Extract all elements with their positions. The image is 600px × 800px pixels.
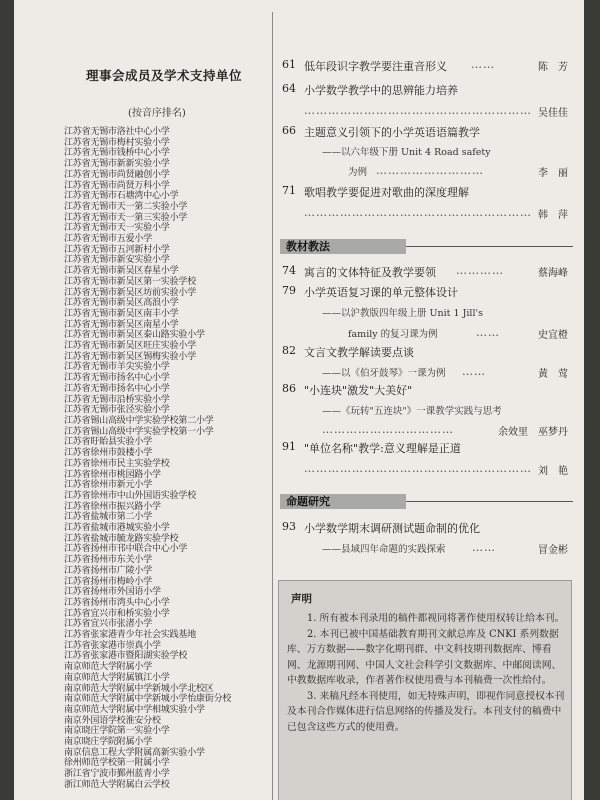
toc-title: "小连块"激发"大美好" xyxy=(304,384,413,397)
toc-page-number: 71 xyxy=(282,184,296,197)
section-rule xyxy=(406,246,573,247)
toc-author: 陈 芳 xyxy=(538,62,568,73)
council-unit-item: 江苏省无锡市新吴区旺庄实验小学 xyxy=(64,341,197,352)
council-unit-item: 浙江省宁波市鄞州蓝青小学 xyxy=(64,769,170,780)
toc-subtitle-cont: family 的复习课为例 xyxy=(348,329,438,340)
council-unit-item: 江苏省张家港青少年社会实践基地 xyxy=(64,630,197,641)
toc-subtitle: ——《玩转"五连块"》一课教学实践与思考 xyxy=(322,406,502,417)
toc-leader-dots: …… xyxy=(471,58,495,71)
toc-page-number: 74 xyxy=(282,264,296,277)
council-unit-item: 江苏省无锡市洛社中心小学 xyxy=(64,127,170,137)
notice-paragraph: 1. 所有被本刊录用的稿件都视同将著作使用权转让给本刊。 xyxy=(307,613,565,624)
section-rule xyxy=(406,501,573,502)
council-unit-item: 江苏省徐州市鼓楼小学 xyxy=(64,448,153,459)
right-column xyxy=(276,0,581,800)
council-unit-item: 江苏省无锡市新吴区南丰小学 xyxy=(64,308,179,319)
council-unit-item: 江苏省无锡市张泾实验小学 xyxy=(64,405,170,416)
toc-page-number: 66 xyxy=(282,124,296,137)
council-unit-item: 江苏省无锡市天一第二实验小学 xyxy=(64,201,188,212)
council-unit-item: 南京晓庄学院第一实验小学 xyxy=(64,726,170,737)
toc-page-number: 93 xyxy=(282,520,296,533)
toc-page-number: 91 xyxy=(282,440,296,453)
toc-page-number: 79 xyxy=(282,284,296,297)
council-unit-item: 江苏省无锡市新吴区春星小学 xyxy=(64,266,179,277)
toc-leader-dots: ………… xyxy=(456,264,504,277)
council-unit-item: 南京师范大学附属中学相城实验小学 xyxy=(64,704,205,715)
toc-title: 小学数学教学中的思辨能力培养 xyxy=(304,84,458,97)
council-unit-item: 江苏省无锡市沿桥实验小学 xyxy=(64,394,170,405)
toc-author: 史宜橙 xyxy=(538,330,568,341)
council-unit-item: 南京晓庄学院附属小学 xyxy=(64,737,153,748)
council-unit-item: 江苏省徐州市新元小学 xyxy=(64,480,153,491)
council-unit-item: 江苏省扬州市梅岭小学 xyxy=(64,576,153,587)
toc-title: 小学英语复习课的单元整体设计 xyxy=(304,286,458,299)
council-unit-item: 江苏省无锡市新吴区高浪小学 xyxy=(64,298,179,309)
toc-author: 蔡海峰 xyxy=(538,268,568,279)
council-unit-item: 江苏省无锡市天一实验小学 xyxy=(64,223,170,234)
council-unit-item: 南京信息工程大学附属高新实验小学 xyxy=(64,747,205,758)
toc-subtitle-cont: 为例 xyxy=(348,167,368,178)
toc-author: 刘 艳 xyxy=(538,466,568,477)
council-unit-item: 江苏省无锡市羊尖实验小学 xyxy=(64,362,170,373)
toc-author: 韩 萍 xyxy=(538,210,568,221)
council-unit-item: 江苏省无锡市尚贤融创小学 xyxy=(64,169,170,180)
toc-leader-dots: ………………………………………………… xyxy=(304,104,532,117)
council-unit-item: 江苏省无锡市新吴区第一实验学校 xyxy=(64,276,197,287)
toc-title: 主题意义引领下的小学英语语篇教学 xyxy=(304,126,480,139)
council-title: 理事会成员及学术支持单位 xyxy=(86,68,243,83)
section-heading: 教材教法 xyxy=(280,239,406,254)
column-divider xyxy=(272,12,273,800)
council-unit-item: 江苏省无锡市扬名中心小学 xyxy=(64,373,170,384)
council-unit-item: 江苏省无锡市新吴区泰山路实验小学 xyxy=(64,330,205,341)
toc-title: 低年段识字教学要注重音形义 xyxy=(304,60,447,73)
council-unit-item: 徐州师范学校第一附属小学 xyxy=(64,758,170,769)
notice-title: 声明 xyxy=(291,593,312,605)
council-unit-item: 江苏省无锡市梅村实验小学 xyxy=(64,137,170,148)
toc-author: 余效里 巫梦丹 xyxy=(498,427,568,438)
council-unit-item: 江苏省无锡市五爱小学 xyxy=(64,234,153,245)
council-unit-item: 江苏省无锡市新吴区坊前实验小学 xyxy=(64,287,197,298)
toc-title: 文言文教学解读要点谈 xyxy=(304,346,414,359)
toc-page-number: 64 xyxy=(282,82,296,95)
council-unit-item: 江苏省无锡市石塘湾中心小学 xyxy=(64,191,179,202)
notice-paragraph: 2. 本刊已被中国基础教育期刊文献总库及 CNKI 系列数据库、万方数据——数字化期刊群、中文科技期刊数据库、博看网、龙源期刊网、中国人文社会科学引文数据库、中邮阅读网、中教数据库收录，作者著作权使用费与本刊稿费一次性给付。 xyxy=(287,628,562,686)
notice-paragraph: 3. 来稿凡经本刊使用，如无特殊声明，即视作同意授权本刊及本刊合作媒体进行信息网络的传播及发行。本刊支付的稿费中已包含这些方式的使用费。 xyxy=(287,690,565,733)
council-unit-item: 江苏省徐州市中山外国语实验学校 xyxy=(64,490,197,501)
council-unit-item: 江苏省盱眙县实验小学 xyxy=(64,437,153,448)
council-unit-item: 南京师范大学附属小学 xyxy=(64,662,153,673)
toc-leader-dots: …… xyxy=(462,365,486,378)
toc-author: 李 丽 xyxy=(538,168,568,179)
toc-leader-dots: ………………………………………………… xyxy=(304,206,532,219)
toc-leader-dots: ………………………………………………… xyxy=(304,462,532,475)
council-unit-item: 江苏省徐州市桃园路小学 xyxy=(64,469,161,480)
council-unit-item: 南京外国语学校淮安分校 xyxy=(64,715,161,726)
council-unit-item: 江苏省无锡市新新实验小学 xyxy=(64,159,170,170)
toc-subtitle: ——县域四年命题的实践探索 xyxy=(322,544,446,555)
council-unit-item: 江苏省无锡市新吴区南星小学 xyxy=(64,319,179,330)
council-unit-item: 江苏省张家港市崇真小学 xyxy=(64,640,161,651)
council-unit-item: 江苏省盐城市港城实验小学 xyxy=(64,523,170,534)
council-unit-item: 江苏省徐州市民主实验学校 xyxy=(64,458,170,469)
council-unit-item: 浙江师范大学附属白云学校 xyxy=(64,779,170,790)
council-unit-item: 江苏省盐城市第二小学 xyxy=(64,512,153,523)
council-unit-list xyxy=(64,127,269,791)
council-unit-item: 江苏省宜兴市张渚小学 xyxy=(64,619,153,630)
toc-subtitle: ——以六年级下册 Unit 4 Road safety xyxy=(322,147,491,158)
council-subtitle: (按音序排名) xyxy=(128,108,186,119)
toc-page-number: 86 xyxy=(282,382,296,395)
toc-author: 冒金彬 xyxy=(538,545,568,556)
toc-author: 吴佳佳 xyxy=(538,108,568,119)
council-unit-item: 江苏省张家港市暨阳湖实验学校 xyxy=(64,651,188,662)
council-unit-item: 江苏省宜兴市和桥实验小学 xyxy=(64,608,170,619)
council-unit-item: 江苏省无锡市扬名中心小学 xyxy=(64,383,170,394)
notice-box xyxy=(278,580,572,800)
toc-leader-dots: …………………………… xyxy=(322,423,454,436)
toc-leader-dots: ……………………… xyxy=(376,164,484,177)
council-unit-item: 江苏省无锡市钱桥中心小学 xyxy=(64,148,170,159)
toc-leader-dots: …… xyxy=(476,326,500,339)
council-unit-item: 江苏省锡山高级中学实验学校第一小学 xyxy=(64,426,214,437)
council-unit-item: 南京师范大学附属镇江小学 xyxy=(64,672,170,683)
council-unit-item: 南京师范大学附属中学新城小学北校区 xyxy=(64,683,214,694)
council-unit-item: 江苏省徐州市振兴路小学 xyxy=(64,501,161,512)
council-unit-item: 江苏省无锡市新安实验小学 xyxy=(64,255,170,266)
toc-title: 歌唱教学要促进对歌曲的深度理解 xyxy=(304,186,469,199)
council-unit-item: 江苏省无锡市新吴区锡梅实验小学 xyxy=(64,351,197,362)
toc-page-number: 82 xyxy=(282,344,296,357)
notice-body xyxy=(287,611,569,735)
toc-subtitle: ——以沪教版四年级上册 Unit 1 Jill's xyxy=(322,308,483,319)
toc-title: 寓言的文体特征及教学要领 xyxy=(304,266,436,279)
toc-title: "单位名称"教学:意义理解是正道 xyxy=(304,442,461,455)
toc-leader-dots: …… xyxy=(472,541,496,554)
council-unit-item: 江苏省锡山高级中学实验学校第二小学 xyxy=(64,415,214,426)
council-unit-item: 江苏省扬州市邗中联合中心小学 xyxy=(64,544,188,555)
toc-subtitle: ——以《伯牙鼓琴》一课为例 xyxy=(322,368,446,379)
toc-page-number: 61 xyxy=(282,58,296,71)
council-unit-item: 江苏省无锡市尚贤万科小学 xyxy=(64,180,170,191)
council-unit-item: 江苏省盐城市毓龙路实验学校 xyxy=(64,533,179,544)
council-unit-item: 江苏省扬州市广陵小学 xyxy=(64,565,153,576)
council-unit-item: 江苏省无锡市天一第三实验小学 xyxy=(64,212,188,223)
section-heading: 命题研究 xyxy=(280,494,406,509)
council-unit-item: 江苏省扬州市东关小学 xyxy=(64,555,153,566)
council-unit-item: 江苏省无锡市五河新村小学 xyxy=(64,244,170,255)
council-unit-item: 江苏省扬州市湾头中心小学 xyxy=(64,597,170,608)
journal-page xyxy=(14,0,584,800)
toc-title: 小学数学期末调研测试题命制的优化 xyxy=(304,522,480,535)
council-unit-item: 江苏省扬州市外国语小学 xyxy=(64,587,161,598)
toc-author: 黄 莺 xyxy=(538,369,568,380)
council-unit-item: 南京师范大学附属中学新城小学怡康街分校 xyxy=(64,694,232,705)
